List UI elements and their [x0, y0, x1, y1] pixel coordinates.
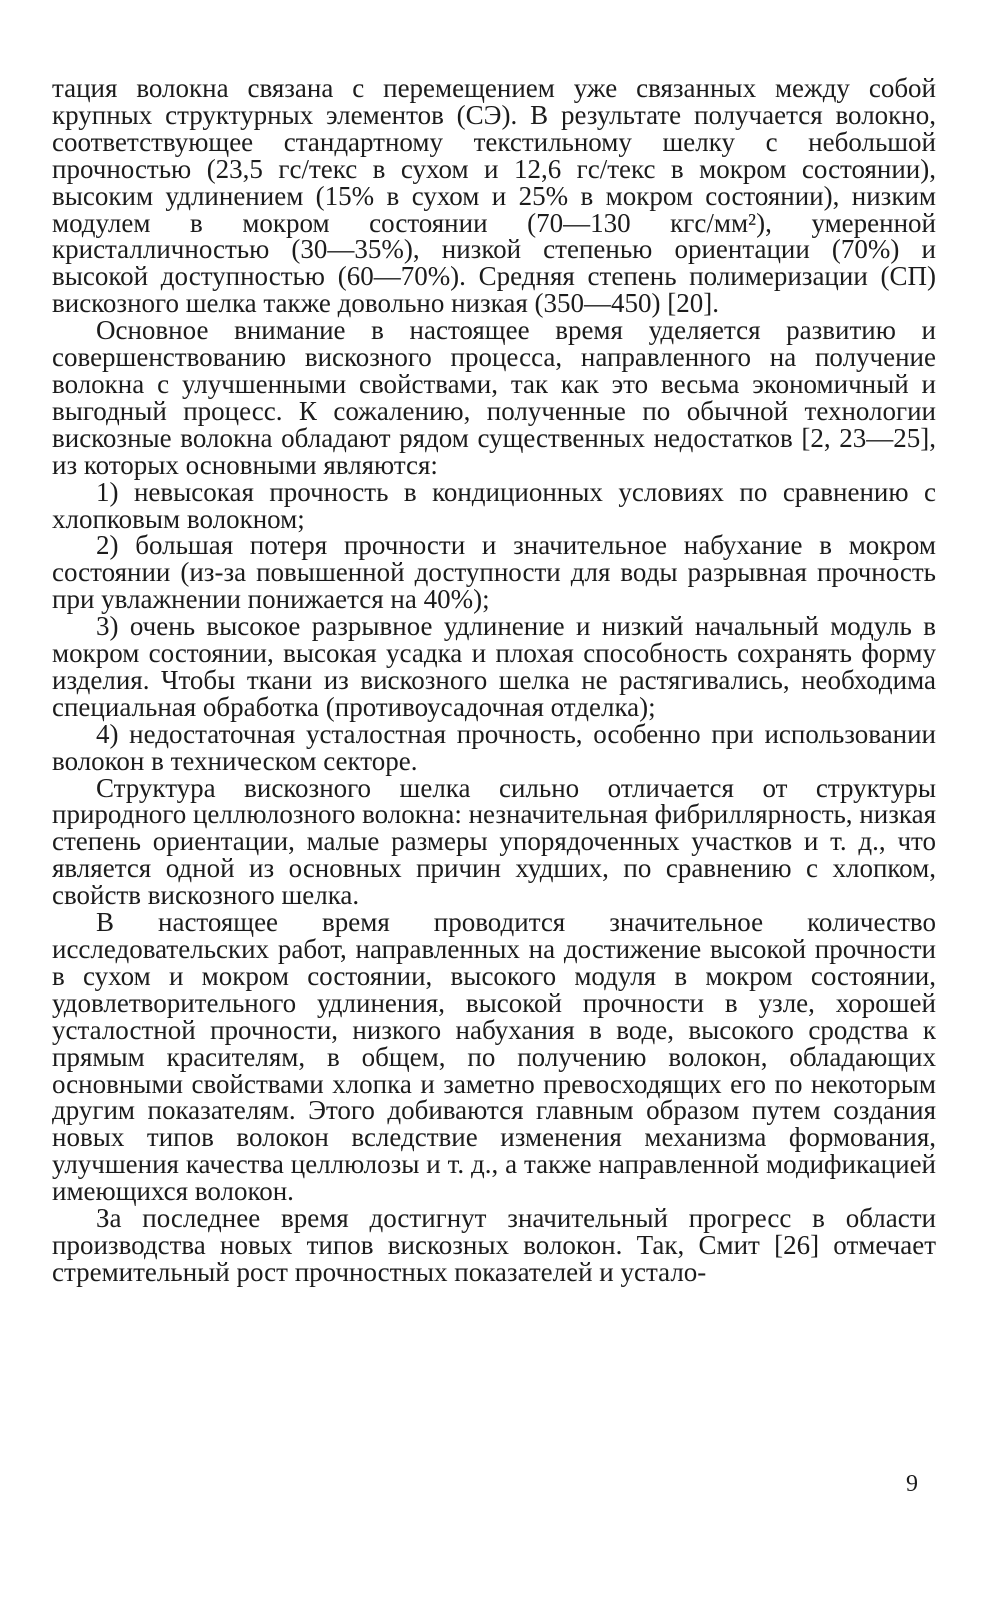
list-item-4: 4) недостаточная усталостная прочность, особенно при использовании волокон в техническом секторе. — [52, 718, 936, 776]
list-item-2: 2) большая потеря прочности и значительное набухание в мокром состоянии (из-за повышенной доступности для воды разрывная прочность при увлажнении понижается на 40%); — [52, 530, 936, 615]
paragraph-1: тация волокна связана с перемещением уже связанных между собой крупных структурных элементов (СЭ). В результате получается волокно, соответствующее стандартному текстильному шелку с небольшой прочностью (23,5 гс/текс в сухом и 12,6 гс/текс в мокром состоянии), высоким удлинением (15% в сухом и 25% в мокром состоянии), низким модулем в мокром состоянии (70—130 кгс/мм²), умеренной кристалличностью (30—35%), низкой степенью ориентации (70%) и высокой доступностью (60—70%). Средняя степень полимеризации (СП) вискозного шелка также довольно низкая (350—450) [20]. — [52, 73, 936, 319]
list-item-3: 3) очень высокое разрывное удлинение и низкий начальный модуль в мокром состоянии, высокая усадка и плохая способность сохранять форму изделия. Чтобы ткани из вискозного шелка не растягивались, необходима специальная обработка (противоусадочная отделка); — [52, 611, 936, 722]
page-number: 9 — [906, 1471, 918, 1497]
list-item-1: 1) невысокая прочность в кондиционных условиях по сравнению с хлопковым волокном; — [52, 476, 936, 534]
paragraph-2: Основное внимание в настоящее время уделяется развитию и совершенствованию вискозного процесса, направленного на получение волокна с улучшенными свойствами, так как это весьма экономичный и выгодный процесс. К сожалению, полученные по обычной технологии вискозные волокна обладают рядом существенных недостатков [2, 23—25], из которых основными являются: — [52, 315, 936, 480]
paragraph-5: За последнее время достигнут значительный прогресс в области производства новых типов вискозных волокон. Так, Смит [26] отмечает стремительный рост прочностных показателей и устало- — [52, 1203, 936, 1287]
paragraph-3: Структура вискозного шелка сильно отличается от структуры природного целлюлозного волокна: незначительная фибриллярность, низкая степень ориентации, малые размеры упорядоченных участков и т. д., что является одной из основных причин худших, по сравнению с хлопком, свойств вискозного шелка. — [52, 772, 936, 911]
page-text-block — [52, 75, 936, 1286]
paragraph-4: В настоящее время проводится значительное количество исследовательских работ, направленных на достижение высокой прочности в сухом и мокром состоянии, высокого модуля в мокром состоянии, удовлетворительного удлинения, высокой прочности в узле, хорошей усталостной прочности, низкого набухания в воде, высокого сродства к прямым красителям, в общем, по получению волокон, обладающих основными свойствами хлопка и заметно превосходящих его по некоторым другим показателям. Этого добиваются главным образом путем создания новых типов волокон вследствие изменения механизма формования, улучшения качества целлюлозы и т. д., а также направленной модификацией имеющихся волокон. — [52, 907, 936, 1207]
